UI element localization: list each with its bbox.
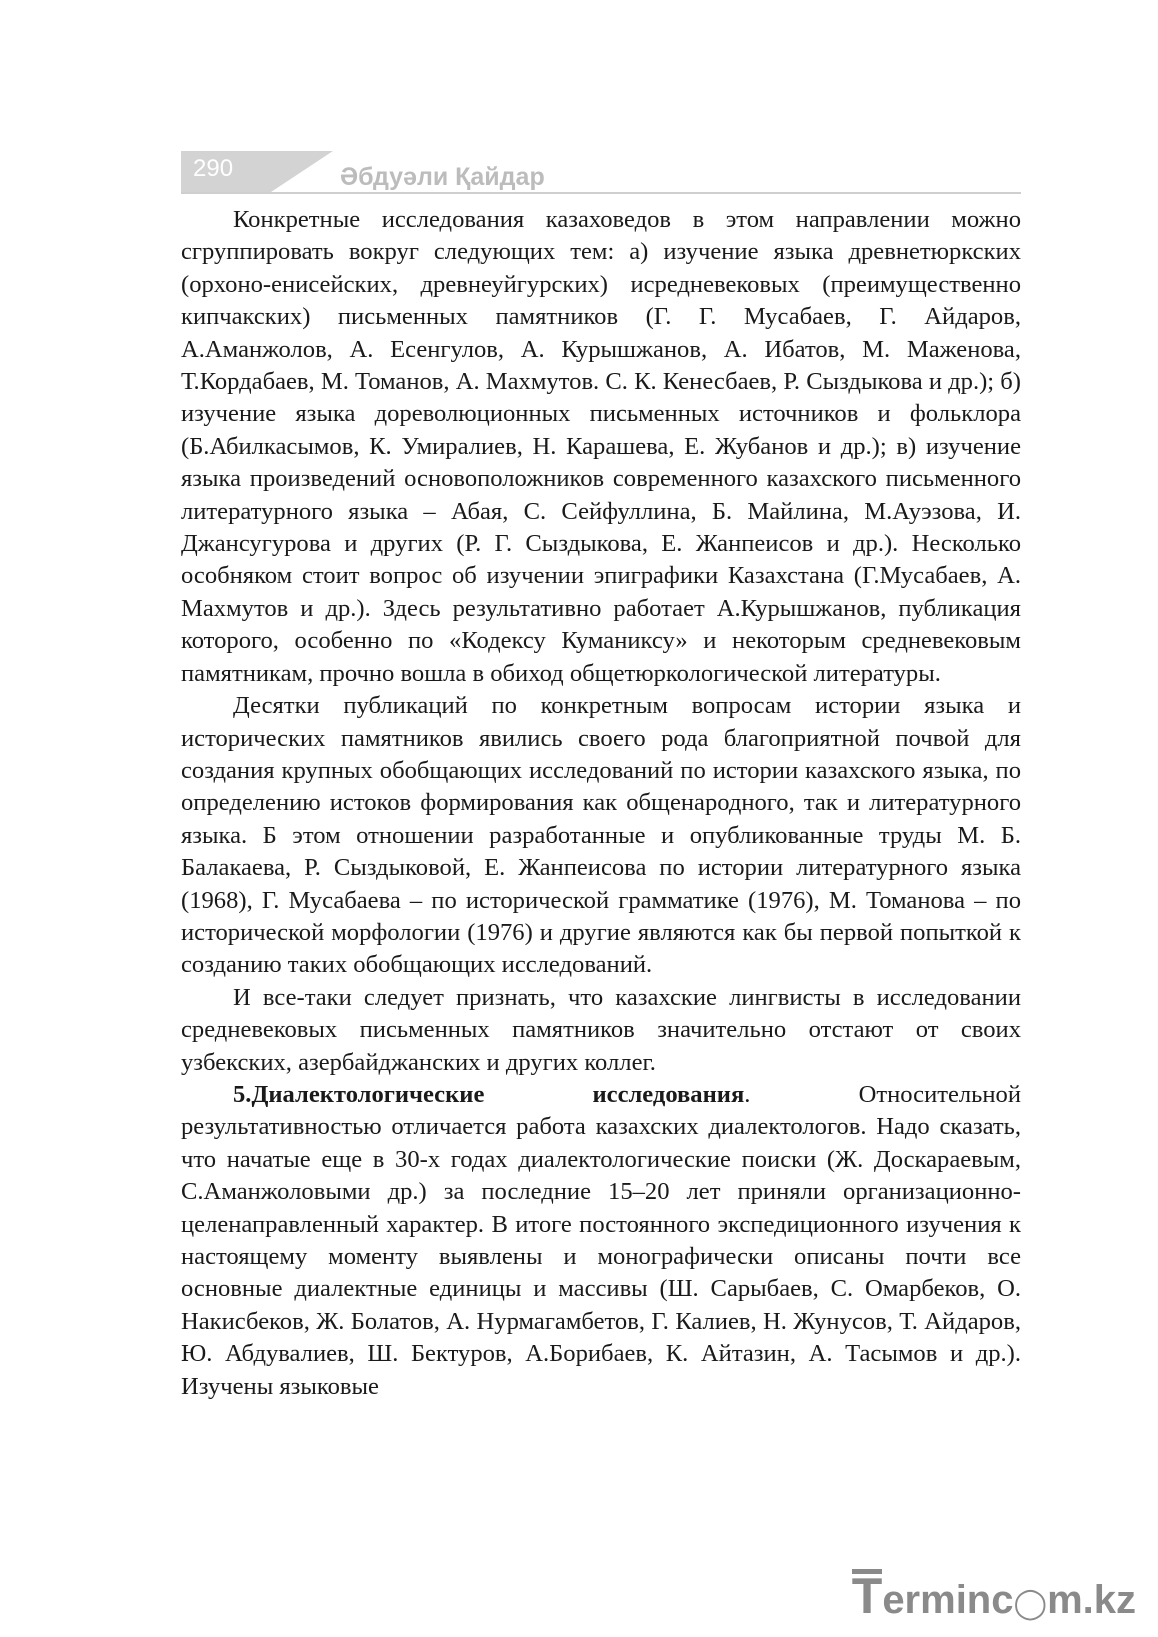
- page-number: 290: [193, 155, 234, 182]
- paragraph-3: И все-таки следует признать, что казахские лингвисты в исследовании средневековых письменных памятников значительно отстают от своих узбекских, азербайджанских и других коллег.: [181, 983, 1021, 1076]
- watermark-t: T: [851, 1568, 883, 1624]
- running-head-author: Әбдуәли Қайдар: [340, 163, 545, 191]
- watermark-suffix: m.kz: [1047, 1578, 1136, 1622]
- paragraph-4: [181, 1079, 1021, 1403]
- header-tab-wedge: [271, 151, 333, 192]
- header-rule: [181, 192, 1021, 194]
- paragraph-1: Конкретные исследования казаховедов в этом направлении можно сгруппировать вокруг следующих тем: а) изучение языка древнетюркских (орхоно-енисейских, древнеуйгурских) исредневековых (преимущественно кипчакских) письменных памятников (Г. Г. Мусабаев, Г. Айдаров, А.Аманжолов, А. Есенгулов, А. Курышжанов, А. Ибатов, М. Маженова, Т.Кордабаев, М. Томанов, А. Махмутов. С. К. Кенесбаев, Р. Сыздыкова и др.); б) изучение языка дореволюционных письменных источников и фольклора (Б.Абилкасымов, К. Умиралиев, Н. Карашева, Е. Жубанов и др.); в) изучение языка произведений основоположников современного казахского письменного литературного языка – Абая, С. Сейфуллина, Б. Майлина, М.Ауэзова, И. Джансугурова и других (Р. Г. Сыздыкова, Е. Жанпеисов и др.). Несколько особняком стоит вопрос об изучении эпиграфики Казахстана (Г.Мусабаев, А. Махмутов и др.). Здесь результативно работает А.Курышжанов, публикация которого, особенно по «Кодексу Куманиксу» и некоторым средневековым памятникам, прочно вошла в обиход общетюркологической литературы.: [181, 206, 1021, 687]
- paragraph-2: Десятки публикаций по конкретным вопросам истории языка и исторических памятников явились своего рода благоприятной почвой для создания крупных обобщающих исследований по истории казахского языка, по определению истоков формирования как общенародного, так и литературного языка. Б этом отношении разработанные и опубликованные труды М. Б. Балакаева, Р. Сыздыковой, Е. Жанпеисова по истории литературного языка (1968), Г. Мусабаева – по исторической грамматике (1976), М. Томанова – по исторической морфологии (1976) и другие являются как бы первой попыткой к созданию таких обобщающих исследований.: [181, 692, 1021, 979]
- watermark-o-icon: ◯: [1013, 1587, 1048, 1620]
- termincom-watermark: [852, 1569, 1136, 1623]
- page-number-tab: [181, 151, 271, 192]
- section-heading-dialectology: 5.Диалектологические исследования: [233, 1080, 745, 1108]
- paragraph-4-text: . Относительной результативностью отличается работа казахских диалектологов. Надо сказать, что начатые еще в 30-х годах диалектологические поиски (Ж. Доскараевым, С.Аманжоловыми др.) за последние 15–20 лет приняли организационно-целенаправленный характер. В итоге постоянного экспедиционного изучения к настоящему моменту выявлены и монографически описаны почти все основные диалектные единицы и массивы (Ш. Сарыбаев, С. Омарбеков, О. Накисбеков, Ж. Болатов, А. Нурмагамбетов, Г. Калиев, Н. Жунусов, Т. Айдаров, Ю. Абдувалиев, Ш. Бектуров, А.Борибаев, К. Айтазин, А. Тасымов и др.). Изучены языковые: [181, 1080, 1021, 1400]
- body-text: [181, 204, 1021, 1403]
- watermark-text: erminc: [882, 1578, 1014, 1622]
